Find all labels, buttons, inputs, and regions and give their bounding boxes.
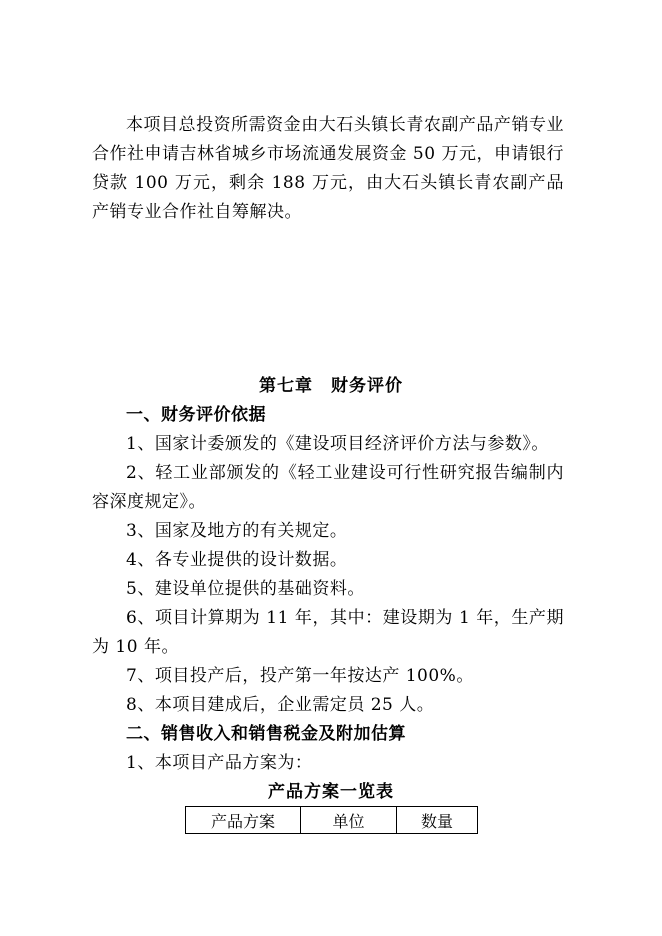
table-header-row [186, 807, 478, 834]
table-title: 产品方案一览表 [268, 782, 394, 802]
table-header-cell: 产品方案 [186, 807, 301, 834]
product-table [185, 806, 478, 834]
list-item: 2、轻工业部颁发的《轻工业建设可行性研究报告编制内容深度规定》。 [92, 463, 564, 512]
chapter-title: 财务评价 [331, 376, 403, 396]
list-item: 8、本项目建成后，企业需定员 25 人。 [126, 695, 435, 715]
chapter-heading [0, 372, 662, 401]
section-heading-1: 一、财务评价依据 [126, 405, 266, 425]
intro-paragraph: 本项目总投资所需资金由大石头镇长青农副产品产销专业合作社申请吉林省城乡市场流通发展资金 50 万元，申请银行贷款 100 万元，剩余 188 万元，由大石头镇长青农副产品产销专业合作社自筹解决。 [92, 115, 564, 222]
table-header-cell: 单位 [301, 807, 397, 834]
list-item: 1、国家计委颁发的《建设项目经济评价方法与参数》。 [126, 434, 549, 454]
list-item: 6、项目计算期为 11 年，其中：建设期为 1 年，生产期为 10 年。 [92, 608, 564, 657]
section-heading-2: 二、销售收入和销售税金及附加估算 [126, 724, 406, 744]
list-item: 7、项目投产后，投产第一年按达产 100%。 [126, 666, 474, 686]
list-item: 5、建设单位提供的基础资料。 [126, 579, 365, 599]
list-item: 3、国家及地方的有关规定。 [126, 521, 348, 541]
chapter-number: 第七章 [259, 376, 313, 396]
list-item: 4、各专业提供的设计数据。 [126, 550, 348, 570]
table-header-cell: 数量 [397, 807, 478, 834]
list-item: 1、本项目产品方案为： [126, 753, 313, 773]
